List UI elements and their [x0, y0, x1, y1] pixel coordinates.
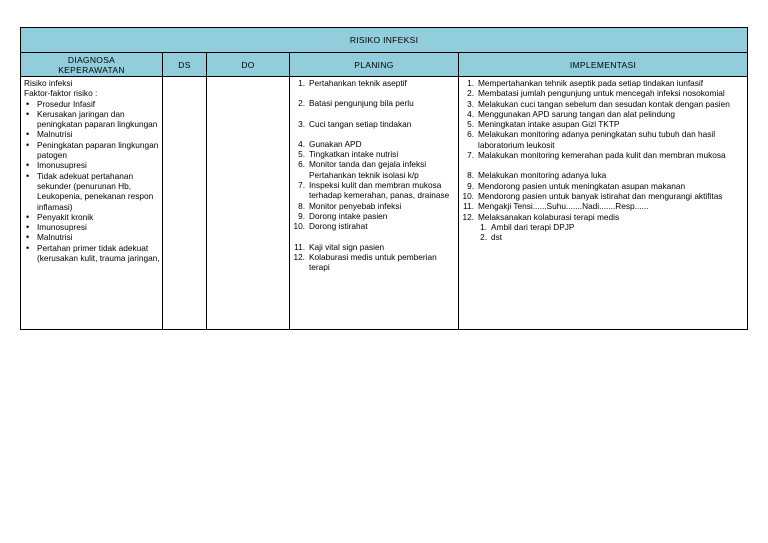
implementasi-cell	[459, 77, 748, 330]
ds-cell	[163, 77, 207, 330]
list-item: • Tidak adekuat pertahanan sekunder (penurunan Hb, Leukopenia, penekanan respon inflamasi)	[24, 171, 160, 212]
header-implementasi: IMPLEMENTASI	[459, 53, 748, 77]
table-title: RISIKO INFEKSI	[21, 28, 748, 53]
list-item: 2. Membatasi jumlah pengunjung untuk mencegah infeksi nosokomial	[467, 88, 725, 99]
list-item: • Imunosupresi	[24, 222, 160, 232]
terapi-sublist	[459, 222, 745, 243]
header-planing: PLANING	[290, 53, 459, 77]
list-item: • Malnutrisi	[24, 232, 160, 242]
list-item: 8. Melakukan monitoring adanya luka	[467, 170, 607, 181]
list-item: 4. Menggunakan APD sarung tangan dan alat pelindung	[467, 108, 675, 119]
list-item: 1. Mempertahankan tehnik aseptik pada setiap tindakan iunfasif	[467, 78, 704, 88]
list-item: 9. Mendorong pasien untuk meningkatan asupan makanan	[467, 180, 686, 191]
list-item: 3. Cuci tangan setiap tindakan	[298, 118, 412, 129]
list-item: 2. Batasi pengunjung bila perlu	[298, 98, 414, 109]
header-diagnosa: DIAGNOSA KEPERAWATAN	[21, 53, 163, 77]
list-item: 9. Dorong intake pasien	[298, 210, 388, 221]
diagnosa-subtitle: Faktor-faktor risiko :	[24, 88, 98, 99]
list-item: 6. Monitor tanda dan gejala infeksi Pertahankan teknik isolasi k/p	[298, 159, 427, 180]
list-item: 2. dst	[480, 232, 503, 243]
diagnosa-cell	[21, 77, 163, 330]
implementasi-list	[459, 78, 745, 222]
list-item: 7. Malakukan monitoring kemerahan pada kulit dan membran mukosa	[467, 150, 726, 161]
list-item: • Penyakit kronik	[24, 212, 160, 222]
list-item: 6. Melakukan monitoring adanya peningkatan suhu tubuh dan hasil laboratorium leukosit	[467, 129, 716, 150]
list-item: 12. Melaksanakan kolaburasi terapi medis	[462, 211, 620, 222]
list-item: 8. Monitor penyebab infeksi	[298, 200, 402, 211]
list-item: 12. Kolaburasi medis untuk pemberian terapi	[293, 251, 437, 273]
list-item: • Prosedur Infasif	[24, 99, 160, 109]
list-item: 5. Tingkatkan intake nutrisi	[298, 149, 399, 160]
list-item: • Malnutrisi	[24, 129, 160, 139]
diagnosa-title: Risiko infeksi	[24, 78, 73, 88]
list-item: • Imonusupresi	[24, 160, 160, 170]
list-item: 11. Kaji vital sign pasien	[294, 241, 385, 252]
list-item: 7. Inspeksi kulit dan membran mukosa terhadap kemerahan, panas, drainase	[298, 180, 450, 201]
do-cell	[207, 77, 290, 330]
list-item: 5. Meningkatan intake asupan Gizi TKTP	[467, 119, 620, 130]
header-do: DO	[207, 53, 290, 77]
list-item: 3. Melakukan cuci tangan sebelum dan sesudan kontak dengan pasien	[467, 98, 730, 109]
list-item: 10. Dorong istirahat	[293, 221, 368, 232]
list-item: 1. Pertahankan teknik aseptif	[298, 78, 407, 88]
list-item: 4. Gunakan APD	[298, 138, 362, 149]
header-ds: DS	[163, 53, 207, 77]
list-item: 1. Ambil dari terapi DPJP	[480, 221, 575, 232]
nursing-care-table	[20, 27, 748, 330]
list-item: • Kerusakan jaringan dan peningkatan paparan lingkungan	[24, 109, 160, 130]
list-item: • Peningkatan paparan lingkungan patogen	[24, 140, 160, 161]
list-item: 10. Mendorong pasien untuk banyak istirahat dan mengurangi aktifitas	[462, 190, 723, 201]
list-item: 11. Mengakji Tensi......Suhu.......Nadi.......Resp......	[463, 201, 649, 212]
planing-list	[290, 78, 456, 272]
planing-cell	[290, 77, 459, 330]
list-item: • Pertahan primer tidak adekuat (kerusakan kulit, trauma jaringan,	[24, 243, 160, 264]
risk-factor-list	[24, 99, 160, 264]
